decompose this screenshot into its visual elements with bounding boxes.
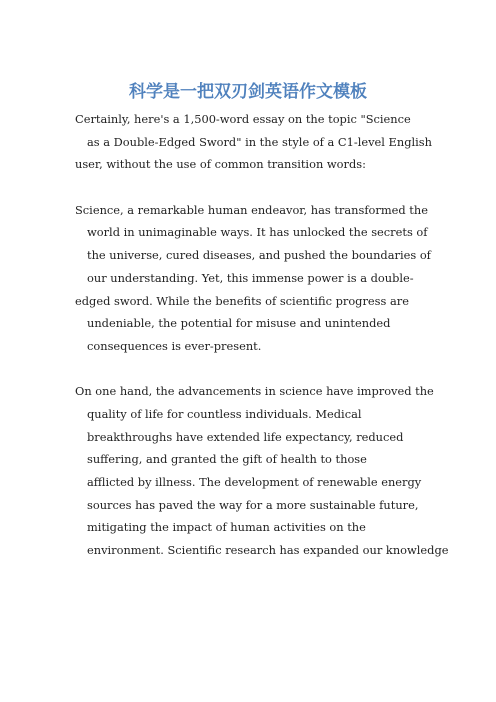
document-body — [75, 108, 449, 562]
paragraph-2-line: environment. Scientific research has expanded our knowledge — [87, 543, 449, 558]
paragraph-2-line: quality of life for countless individuals. Medical — [87, 406, 362, 421]
paragraph-1-line: our understanding. Yet, this immense power is a double- — [87, 270, 414, 285]
paragraph-gap — [75, 358, 425, 381]
paragraph-1-line: undeniable, the potential for misuse and unintended — [87, 316, 391, 331]
document-title: 科学是一把双刃剑英语作文模板 — [129, 82, 367, 102]
paragraph-2-line: breakthroughs have extended life expectancy, reduced — [87, 429, 404, 444]
paragraph-1-line: world in unimaginable ways. It has unlocked the secrets of — [87, 225, 428, 240]
intro-line: user, without the use of common transition words: — [75, 157, 366, 172]
paragraph-2-line: suffering, and granted the gift of health to those — [87, 452, 367, 467]
paragraph-gap — [75, 176, 425, 199]
paragraph-2-line: On one hand, the advancements in science have improved the — [75, 384, 434, 399]
paragraph-1-line: consequences is ever-present. — [87, 338, 262, 353]
paragraph-2-line: afflicted by illness. The development of renewable energy — [87, 475, 422, 489]
intro-line: as a Double-Edged Sword" in the style of a C1-level English — [87, 134, 432, 149]
paragraph-1-line: edged sword. While the benefits of scientific progress are — [75, 293, 409, 308]
paragraph-2-line: sources has paved the way for a more sustainable future, — [87, 497, 419, 512]
intro-line: Certainly, here's a 1,500-word essay on the topic "Science — [75, 112, 411, 126]
paragraph-2-line: mitigating the impact of human activities on the — [87, 520, 366, 535]
paragraph-1-line: Science, a remarkable human endeavor, has transformed the — [75, 202, 428, 217]
paragraph-1-line: the universe, cured diseases, and pushed the boundaries of — [87, 248, 431, 263]
